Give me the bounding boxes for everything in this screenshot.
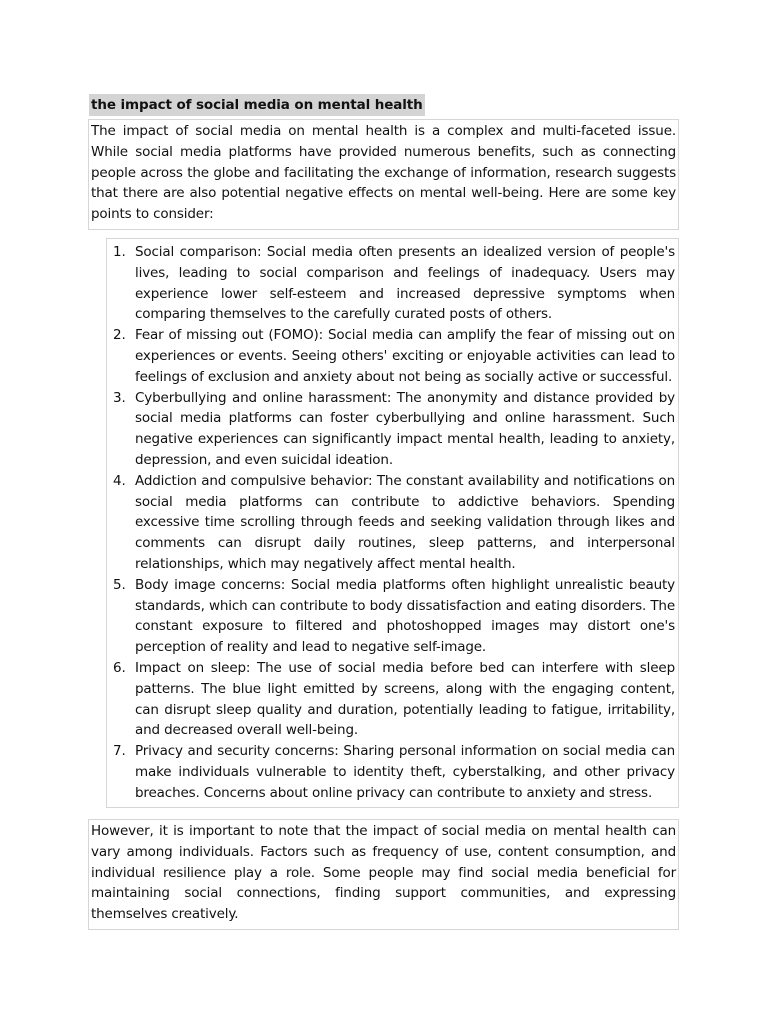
list-item-text: Social comparison: Social media often presents an idealized version of people's lives, leading to social comparison and feelings of inadequacy. Users may experience lower self-esteem and increased depressive symptoms when comparing themselves to the carefully curated posts of others. [135, 244, 675, 323]
list-number: 7. [113, 743, 126, 760]
list-item-text: Impact on sleep: The use of social media before bed can interfere with sleep patterns. The blue light emitted by screens, along with the engaging content, can disrupt sleep quality and duration, potentially leading to fatigue, irritability, and decreased overall well-being. [135, 659, 675, 739]
list-item-text: Cyberbullying and online harassment: The anonymity and distance provided by social media platforms can foster cyberbullying and online harassment. Such negative experiences can significantly impact mental health, leading to anxiety, depression, and even suicidal ideation. [135, 389, 675, 468]
conclusion-paragraph: However, it is important to note that the impact of social media on mental health can vary among individuals. Factors such as frequency of use, content consumption, and individual resilience play a role. Some people may find social media beneficial for maintaining social connections, finding support communities, and expressing themselves creatively. [91, 823, 676, 923]
document-title: the impact of social media on mental health [89, 94, 425, 116]
list-item-text: Addiction and compulsive behavior: The constant availability and notifications on social media platforms can contribute to addictive behaviors. Spending excessive time scrolling through feeds and seeking validation through likes and comments can disrupt daily routines, sleep patterns, and interpersonal relationships, which may negatively affect mental health. [135, 472, 675, 572]
list-number: 5. [113, 576, 126, 593]
conclusion-box [88, 819, 679, 930]
list-item-text: Fear of missing out (FOMO): Social media can amplify the fear of missing out on experiences or events. Seeing others' exciting or enjoyable activities can lead to feelings of exclusion and anxiety about not being as socially active or successful. [135, 327, 675, 385]
intro-paragraph: The impact of social media on mental health is a complex and multi-faceted issue. While social media platforms have provided numerous benefits, such as connecting people across the globe and facilitating the exchange of information, research suggests that there are also potential negative effects on mental well-being. Here are some key points to consider: [91, 123, 676, 223]
list-number: 6. [113, 659, 126, 676]
intro-box [88, 119, 679, 230]
key-points-box [106, 238, 679, 808]
key-points-list [107, 242, 675, 804]
list-number: 2. [113, 327, 126, 344]
key-point-2 [107, 325, 675, 387]
key-point-7 [107, 741, 675, 803]
list-number: 3. [113, 389, 126, 406]
key-point-3 [107, 388, 675, 471]
key-point-1 [107, 242, 675, 325]
list-item-text: Privacy and security concerns: Sharing personal information on social media can make individuals vulnerable to identity theft, cyberstalking, and other privacy breaches. Concerns about online privacy can contribute to anxiety and stress. [135, 743, 675, 801]
list-number: 1. [113, 244, 126, 260]
list-number: 4. [113, 472, 126, 489]
list-item-text: Body image concerns: Social media platforms often highlight unrealistic beauty standards, which can contribute to body dissatisfaction and eating disorders. The constant exposure to filtered and photoshopped images may distort one's perception of reality and lead to negative self-image. [135, 576, 675, 656]
key-point-4 [107, 471, 675, 575]
key-point-6 [107, 658, 675, 741]
key-point-5 [107, 575, 675, 658]
